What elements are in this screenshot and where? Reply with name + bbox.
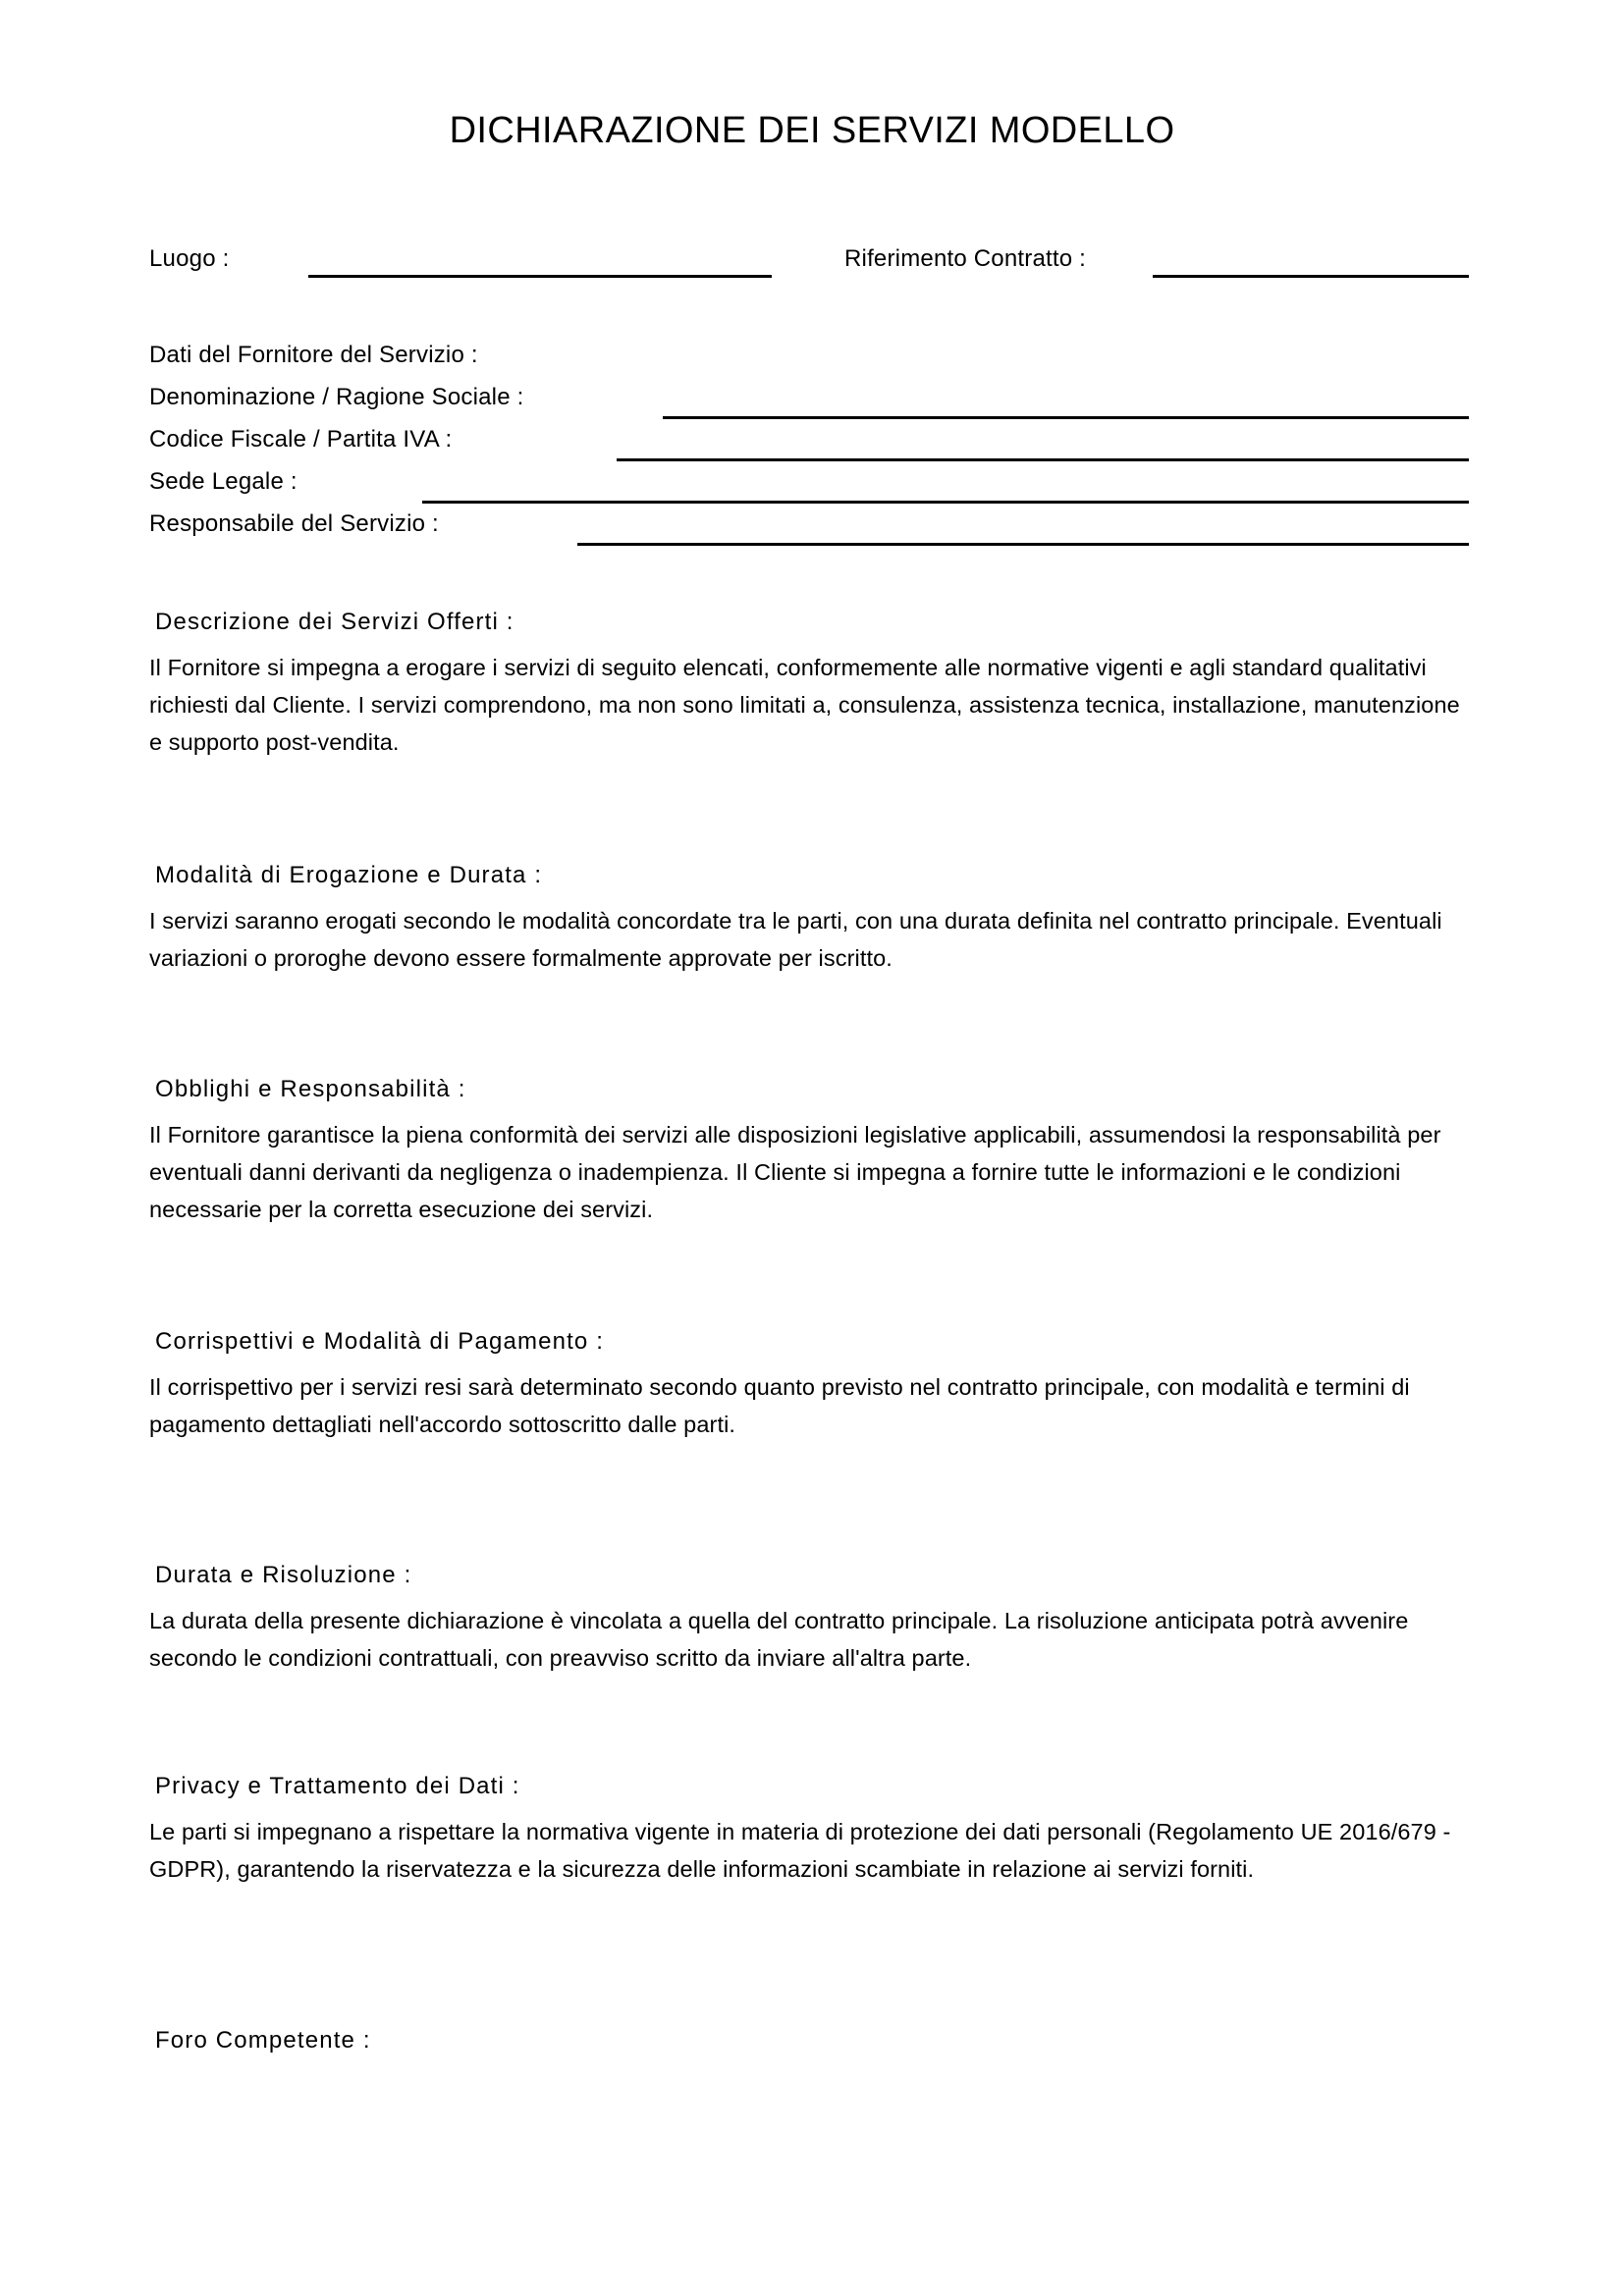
section-body: I servizi saranno erogati secondo le modalità concordate tra le parti, con una durata definita nel contratto principale. Eventuali variazioni o proroghe devono essere formalmente approvate per iscritto. bbox=[149, 908, 1442, 971]
section-heading: Corrispettivi e Modalità di Pagamento : bbox=[155, 1328, 605, 1355]
section-heading: Descrizione dei Servizi Offerti : bbox=[155, 609, 514, 635]
sede-legale-fill-line[interactable] bbox=[422, 501, 1469, 504]
section-body: Il Fornitore garantisce la piena conformità dei servizi alle disposizioni legislative applicabili, assumendosi la responsabilità per eventuali danni derivanti da negligenza o inadempienza. Il Cliente si impegna a fornire tutte le informazioni e le condizioni necessarie per la corretta esecuzione dei servizi. bbox=[149, 1122, 1441, 1222]
section-heading: Foro Competente : bbox=[155, 2027, 371, 2054]
responsabile-servizio-label: Responsabile del Servizio : bbox=[149, 510, 439, 537]
denominazione-fill-line[interactable] bbox=[663, 416, 1469, 419]
section-descrizione-servizi bbox=[149, 609, 1469, 761]
section-heading: Durata e Risoluzione : bbox=[155, 1562, 412, 1588]
luogo-fill-line[interactable] bbox=[308, 275, 772, 278]
section-privacy-trattamento-dati bbox=[149, 1773, 1469, 1888]
section-obblighi-responsabilita bbox=[149, 1076, 1469, 1228]
section-heading: Obblighi e Responsabilità : bbox=[155, 1076, 466, 1102]
denominazione-label: Denominazione / Ragione Sociale : bbox=[149, 384, 524, 410]
section-foro-competente bbox=[149, 2027, 1469, 2055]
section-body: La durata della presente dichiarazione è vincolata a quella del contratto principale. La risoluzione anticipata potrà avvenire secondo le condizioni contrattuali, con preavviso scritto da inviare all'altra parte. bbox=[149, 1608, 1409, 1671]
section-body: Il Fornitore si impegna a erogare i servizi di seguito elencati, conformemente alle normative vigenti e agli standard qualitativi richiesti dal Cliente. I servizi comprendono, ma non sono limitati a, consulenza, assistenza tecnica, installazione, manutenzione e supporto post-vendita. bbox=[149, 655, 1460, 755]
riferimento-contratto-fill-line[interactable] bbox=[1153, 275, 1469, 278]
section-durata-risoluzione bbox=[149, 1562, 1469, 1677]
provider-block-heading: Dati del Fornitore del Servizio : bbox=[149, 342, 478, 368]
page-title: DICHIARAZIONE DEI SERVIZI MODELLO bbox=[449, 110, 1175, 151]
responsabile-servizio-fill-line[interactable] bbox=[577, 543, 1469, 546]
section-heading: Modalità di Erogazione e Durata : bbox=[155, 862, 543, 888]
section-heading: Privacy e Trattamento dei Dati : bbox=[155, 1773, 520, 1799]
luogo-label: Luogo : bbox=[149, 245, 230, 272]
sede-legale-label: Sede Legale : bbox=[149, 468, 298, 495]
section-body: Il corrispettivo per i servizi resi sarà determinato secondo quanto previsto nel contratto principale, con modalità e termini di pagamento dettagliati nell'accordo sottoscritto dalle parti. bbox=[149, 1374, 1410, 1437]
section-corrispettivi-pagamento bbox=[149, 1328, 1469, 1443]
codice-fiscale-label: Codice Fiscale / Partita IVA : bbox=[149, 426, 453, 453]
section-modalita-erogazione bbox=[149, 862, 1469, 977]
codice-fiscale-fill-line[interactable] bbox=[617, 458, 1469, 461]
riferimento-contratto-label: Riferimento Contratto : bbox=[844, 245, 1087, 272]
section-body: Le parti si impegnano a rispettare la normativa vigente in materia di protezione dei dati personali (Regolamento UE 2016/679 - GDPR), garantendo la riservatezza e la sicurezza delle informazioni scambiate in relazione ai servizi forniti. bbox=[149, 1819, 1451, 1882]
